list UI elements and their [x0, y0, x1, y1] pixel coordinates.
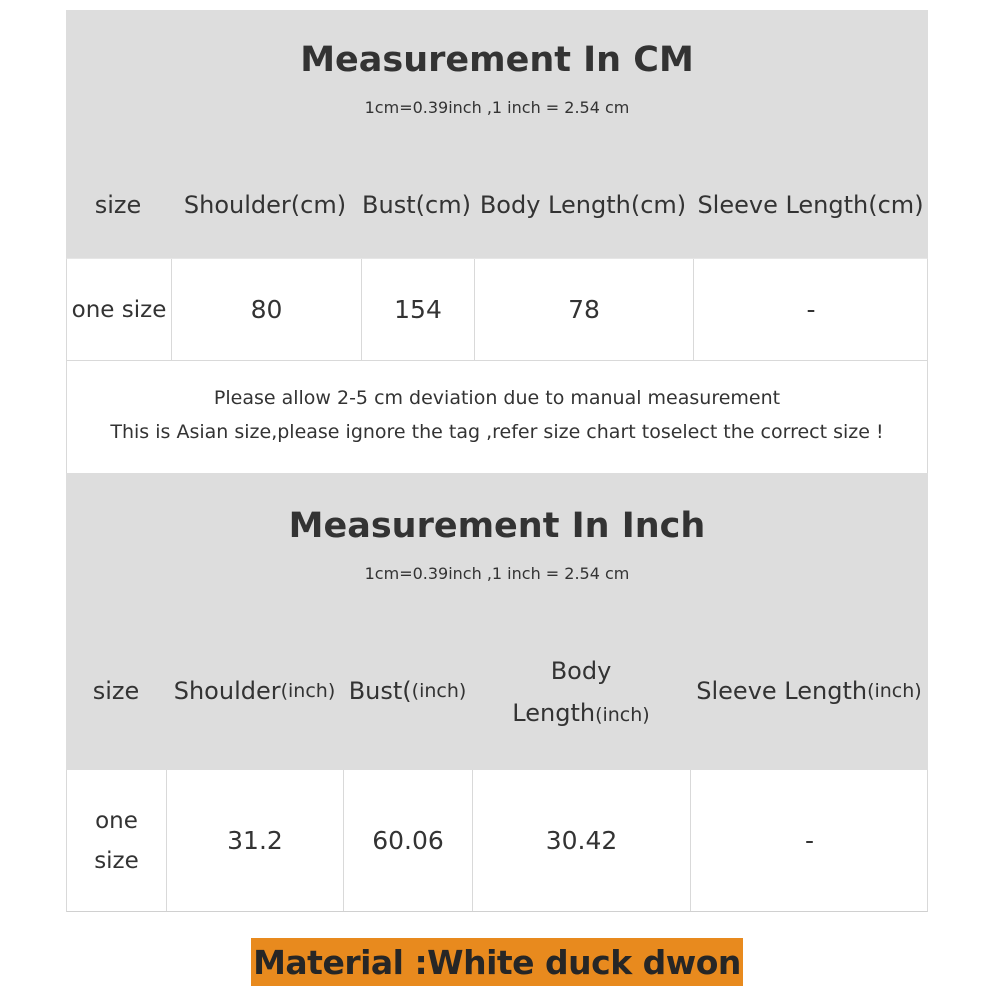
inch-cell-bust: 60.06	[344, 770, 473, 911]
asian-size-note: This is Asian size,please ignore the tag ,refer size chart toselect the correct size !	[110, 421, 884, 443]
cm-header-sleeve-length: Sleeve Length(cm)	[697, 191, 924, 219]
deviation-note: Please allow 2-5 cm deviation due to manual measurement	[213, 387, 781, 409]
inch-header-sleeve-length	[690, 671, 928, 711]
cm-cell-size: one size	[67, 259, 172, 360]
cm-cell-sleeve-length: -	[806, 295, 816, 324]
material-label: Material :White duck dwon	[251, 938, 743, 986]
cm-header-body-length: Body Length(cm)	[479, 191, 687, 219]
cm-cell-bust: 154	[362, 259, 475, 360]
inch-data-row	[66, 770, 928, 912]
inch-header-shoulder-unit: (inch)	[280, 680, 336, 702]
cm-header-section	[66, 10, 928, 258]
cm-title: Measurement In CM	[300, 40, 694, 80]
inch-header-shoulder	[166, 671, 343, 711]
inch-cell-body-length: 30.42	[473, 770, 691, 911]
cm-cell-body-length: 78	[475, 259, 694, 360]
inch-header-shoulder-label: Shoulder	[173, 677, 281, 705]
inch-header-sleeve-label: Sleeve Length	[696, 677, 868, 705]
inch-header-body-line2: Length(inch)	[512, 699, 650, 727]
inch-header-section	[66, 473, 928, 770]
inch-header-body-length	[472, 651, 690, 735]
inch-cell-shoulder: 31.2	[167, 770, 344, 911]
inch-title: Measurement In Inch	[288, 506, 706, 546]
inch-header-sleeve-unit: (inch)	[867, 680, 922, 702]
inch-header-bust-label: Bust(	[348, 677, 412, 705]
inch-header-bust-unit: (inch)	[411, 680, 467, 702]
notes-section	[66, 361, 928, 473]
inch-header-bust	[343, 671, 472, 711]
cm-header-bust: Bust(cm)	[362, 191, 471, 219]
inch-header-size: size	[92, 677, 140, 705]
inch-cell-size-line2: size	[94, 847, 139, 874]
cm-header-shoulder: Shoulder(cm)	[183, 191, 347, 219]
inch-cell-sleeve-length: -	[804, 826, 815, 855]
cm-data-row	[66, 258, 928, 361]
inch-cell-size	[67, 770, 167, 911]
inch-cell-size-line1: one	[95, 807, 138, 834]
inch-header-body-line1: Body	[550, 657, 612, 685]
inch-conversion-note: 1cm=0.39inch ,1 inch = 2.54 cm	[364, 564, 630, 583]
cm-conversion-note: 1cm=0.39inch ,1 inch = 2.54 cm	[364, 98, 630, 117]
cm-cell-shoulder: 80	[172, 259, 362, 360]
cm-header-size: size	[94, 191, 142, 219]
